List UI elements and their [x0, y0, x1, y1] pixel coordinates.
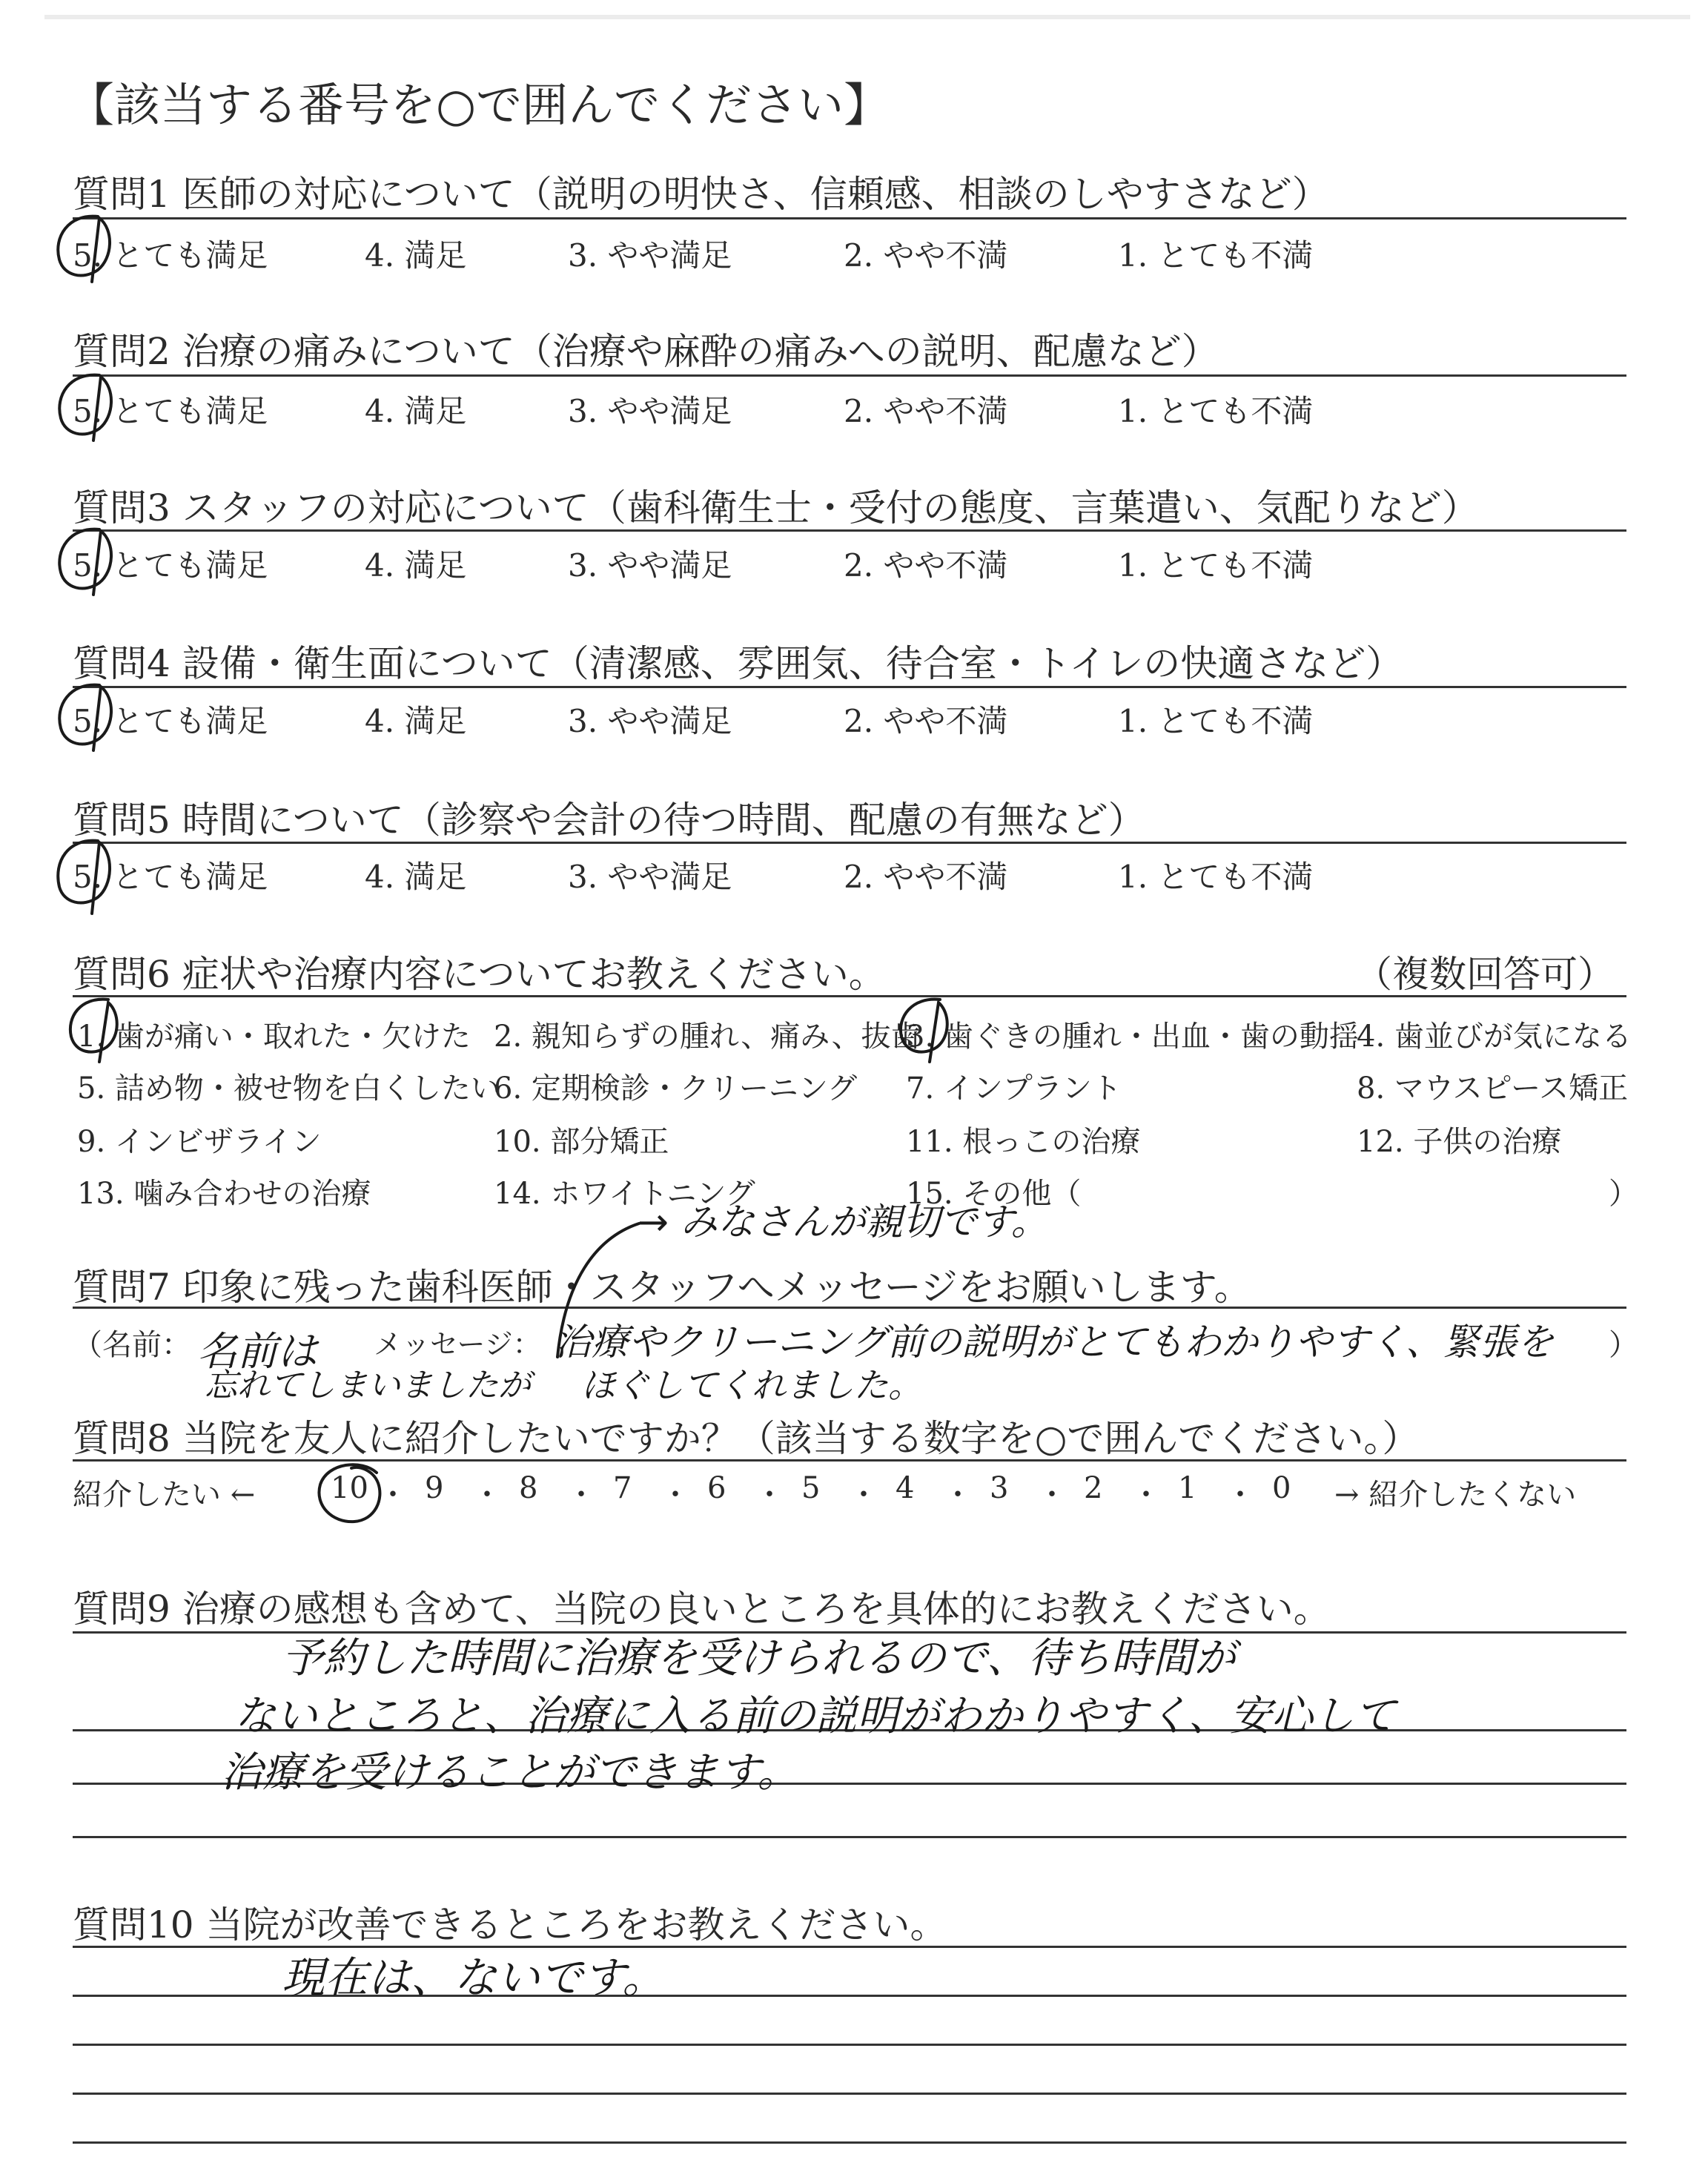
q6-item-3[interactable]: 3. 歯ぐきの腫れ・出血・歯の動揺: [906, 1020, 1359, 1054]
q10-rule-5: [73, 2141, 1626, 2144]
q1-rule: [73, 217, 1626, 219]
q1-option-3[interactable]: 3. やや満足: [568, 237, 732, 274]
q8-left-label: 紹介したい ←: [73, 1478, 256, 1512]
q6-item-9[interactable]: 9. インビザライン: [77, 1125, 322, 1159]
q3-rule: [73, 529, 1626, 532]
q7-handwritten-message-2[interactable]: ほぐしてくれました。: [581, 1365, 922, 1405]
q8-scale-0[interactable]: 0: [1272, 1471, 1291, 1505]
q6-rule: [73, 995, 1626, 997]
q8-title: 質問8 当院を友人に紹介したいですか？（該当する数字を○で囲んでください。）: [73, 1417, 1420, 1460]
q5-option-1[interactable]: 1. とても不満: [1118, 859, 1314, 895]
q4-title: 質問4 設備・衛生面について（清潔感、雰囲気、待合室・トイレの快適さなど）: [73, 642, 1403, 685]
q4-option-4[interactable]: 4. 満足: [365, 703, 467, 739]
q5-title: 質問5 時間について（診察や会計の待つ時間、配慮の有無など）: [73, 799, 1145, 842]
q10-rule-4: [73, 2093, 1626, 2095]
q9-rule-4: [73, 1836, 1626, 1838]
q8-scale-separator: ・: [849, 1478, 878, 1512]
q6-title: 質問6 症状や治療内容についてお教えください。: [73, 953, 886, 996]
q2-option-5[interactable]: 5. とても満足: [73, 393, 268, 429]
q8-scale-5[interactable]: 5: [801, 1471, 821, 1505]
q8-scale-separator: ・: [566, 1478, 596, 1512]
q2-option-3[interactable]: 3. やや満足: [568, 393, 732, 429]
q8-scale-10[interactable]: 10: [331, 1471, 368, 1505]
q8-scale-9[interactable]: 9: [425, 1471, 444, 1505]
q9-title: 質問9 治療の感想も含めて、当院の良いところを具体的にお教えください。: [73, 1588, 1331, 1631]
q6-item-8[interactable]: 8. マウスピース矯正: [1357, 1071, 1629, 1106]
q1-option-2[interactable]: 2. やや不満: [844, 237, 1008, 274]
q1-title: 質問1 医師の対応について（説明の明快さ、信頼感、相談のしやすさなど）: [73, 173, 1329, 216]
q8-scale-separator: ・: [1131, 1478, 1161, 1512]
q7-name-label: （名前：: [73, 1328, 191, 1362]
q2-rule: [73, 374, 1626, 377]
q6-item-2[interactable]: 2. 親知らずの腫れ、痛み、抜歯: [494, 1020, 921, 1054]
q3-title: 質問3 スタッフの対応について（歯科衛生士・受付の態度、言葉遣い、気配りなど）: [73, 486, 1479, 529]
scan-top-edge: [44, 15, 1690, 19]
q10-rule-3: [73, 2044, 1626, 2046]
q8-scale-separator: ・: [1225, 1478, 1255, 1512]
q6-item-13[interactable]: 13. 噛み合わせの治療: [77, 1177, 371, 1211]
q2-title: 質問2 治療の痛みについて（治療や麻酔の痛みへの説明、配慮など）: [73, 330, 1219, 373]
q2-option-1[interactable]: 1. とても不満: [1118, 393, 1314, 429]
q10-handwritten-1[interactable]: 現在は、ないです。: [282, 1952, 666, 2003]
q6-item-14[interactable]: 14. ホワイトニング: [494, 1177, 755, 1211]
q4-option-2[interactable]: 2. やや不満: [844, 703, 1008, 739]
q9-handwritten-1[interactable]: 予約した時間に治療を受けられるので、待ち時間が: [282, 1634, 1236, 1682]
q3-option-4[interactable]: 4. 満足: [365, 547, 467, 584]
q7-handwritten-name-1[interactable]: 名前は: [197, 1328, 317, 1375]
q3-option-5[interactable]: 5. とても満足: [73, 547, 268, 584]
q3-option-2[interactable]: 2. やや不満: [844, 547, 1008, 584]
q7-handwritten-top: → みなさんが親切です。: [638, 1200, 1048, 1244]
q9-handwritten-3[interactable]: 治療を受けることができます。: [221, 1748, 799, 1797]
q6-item-10[interactable]: 10. 部分矯正: [494, 1125, 669, 1159]
q5-option-2[interactable]: 2. やや不満: [844, 859, 1008, 895]
q1-option-4[interactable]: 4. 満足: [365, 237, 467, 274]
q6-note: （複数回答可）: [1355, 953, 1615, 996]
q7-handwritten-message-1[interactable]: 治療やクリーニング前の説明がとてもわかりやすく、緊張を: [555, 1321, 1554, 1364]
q5-option-5[interactable]: 5. とても満足: [73, 859, 268, 895]
q9-handwritten-2[interactable]: ないところと、治療に入る前の説明がわかりやすく、安心して: [234, 1692, 1396, 1740]
q10-title: 質問10 当院が改善できるところをお教えください。: [73, 1903, 947, 1946]
q5-rule: [73, 842, 1626, 844]
q6-item-7[interactable]: 7. インプラント: [906, 1071, 1122, 1106]
q7-handwritten-name-2[interactable]: 忘れてしまいましたが: [205, 1367, 531, 1404]
q8-scale-separator: ・: [661, 1478, 690, 1512]
q7-message-label: メッセージ：: [374, 1328, 541, 1361]
q8-scale-separator: ・: [378, 1478, 408, 1512]
q4-option-1[interactable]: 1. とても不満: [1118, 703, 1314, 739]
q3-option-3[interactable]: 3. やや満足: [568, 547, 732, 584]
q8-scale-separator: ・: [1037, 1478, 1067, 1512]
q1-option-1[interactable]: 1. とても不満: [1118, 237, 1314, 274]
q6-item-6[interactable]: 6. 定期検診・クリーニング: [494, 1071, 858, 1106]
q8-rule: [73, 1459, 1626, 1462]
q1-option-5[interactable]: 5. とても満足: [73, 237, 268, 274]
q8-scale-8[interactable]: 8: [519, 1471, 538, 1505]
q6-item-5[interactable]: 5. 詰め物・被せ物を白くしたい: [77, 1071, 500, 1106]
q8-scale-separator: ・: [472, 1478, 502, 1512]
q6-item-15[interactable]: 15. その他（: [906, 1177, 1082, 1211]
q8-scale-4[interactable]: 4: [896, 1471, 915, 1505]
q8-right-label: → 紹介したくない: [1334, 1478, 1577, 1512]
q6-item-1[interactable]: 1. 歯が痛い・取れた・欠けた: [77, 1020, 471, 1054]
instruction-heading: 【該当する番号を○で囲んでください】: [68, 78, 890, 132]
q6-item-12[interactable]: 12. 子供の治療: [1357, 1125, 1562, 1159]
q2-option-4[interactable]: 4. 満足: [365, 393, 467, 429]
q3-option-1[interactable]: 1. とても不満: [1118, 547, 1314, 584]
q4-rule: [73, 686, 1626, 688]
q8-scale-7[interactable]: 7: [613, 1471, 632, 1505]
q6-close-paren: ）: [1609, 1177, 1638, 1211]
q7-close-paren: ）: [1609, 1328, 1638, 1362]
q5-option-3[interactable]: 3. やや満足: [568, 859, 732, 895]
q8-scale-separator: ・: [755, 1478, 784, 1512]
q7-title: 質問7 印象に残った歯科医師・スタッフへメッセージをお願いします。: [73, 1266, 1251, 1309]
q8-scale-1[interactable]: 1: [1178, 1471, 1197, 1505]
q4-option-3[interactable]: 3. やや満足: [568, 703, 732, 739]
q4-option-5[interactable]: 5. とても満足: [73, 703, 268, 739]
q8-scale-6[interactable]: 6: [707, 1471, 726, 1505]
q8-scale-separator: ・: [943, 1478, 973, 1512]
q5-option-4[interactable]: 4. 満足: [365, 859, 467, 895]
q8-scale-2[interactable]: 2: [1084, 1471, 1103, 1505]
q8-scale-3[interactable]: 3: [990, 1471, 1009, 1505]
q6-item-4[interactable]: 4. 歯並びが気になる: [1357, 1020, 1632, 1054]
q2-option-2[interactable]: 2. やや不満: [844, 393, 1008, 429]
q6-item-11[interactable]: 11. 根っこの治療: [906, 1125, 1141, 1159]
q7-rule: [73, 1307, 1626, 1309]
